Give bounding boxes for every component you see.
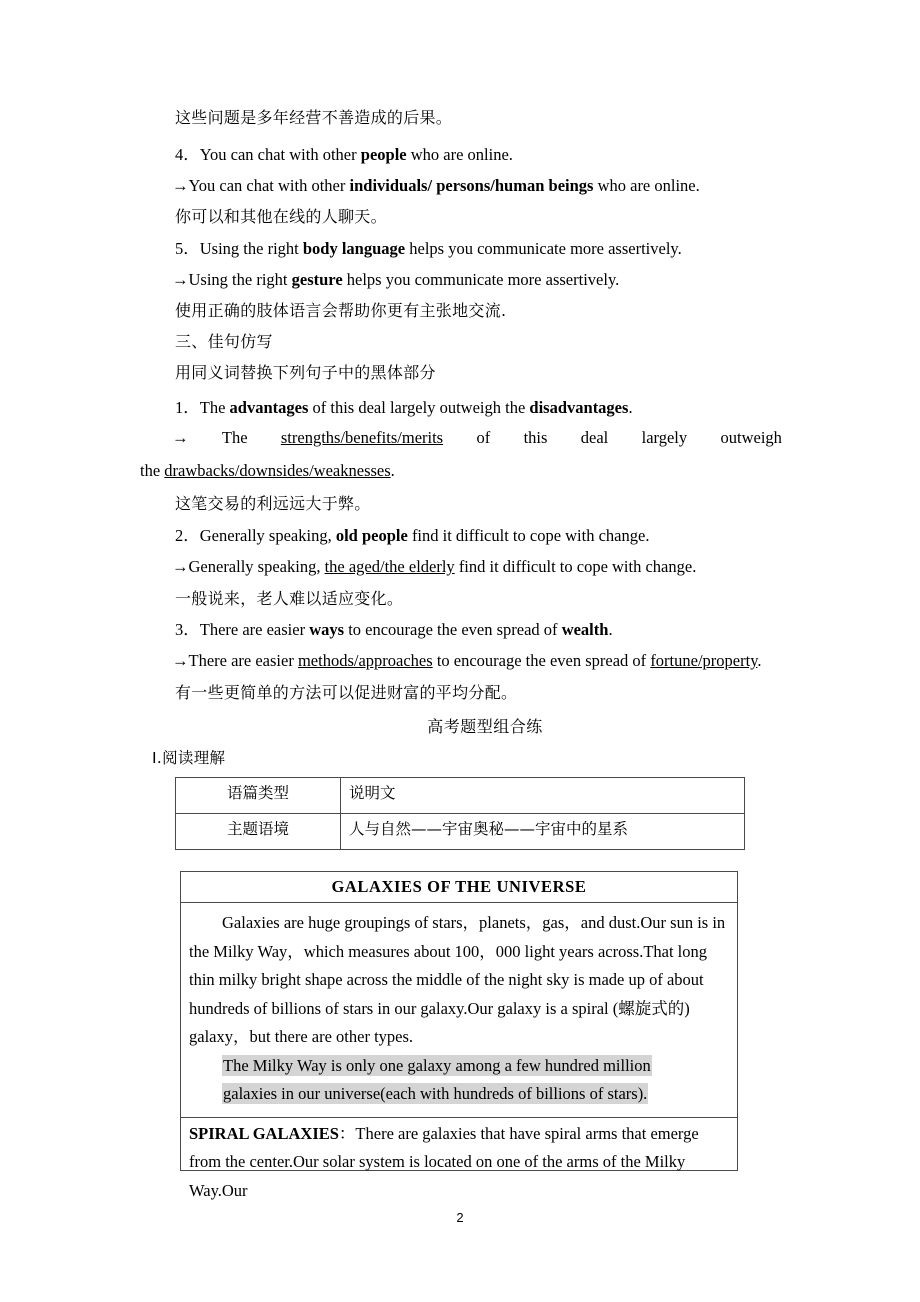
item-keyword-1: advantages: [229, 398, 309, 417]
row-value-text-type: 说明文: [341, 778, 745, 814]
arrow-icon: →: [172, 270, 189, 289]
rewrite-word-deal: deal: [580, 428, 609, 447]
item-text-a: Using the right: [199, 239, 303, 258]
arrow-icon: →: [172, 557, 189, 576]
highlight-line-2: galaxies in our universe(each with hundreds of billions of stars).: [223, 1084, 648, 1103]
section-three-instruction: 用同义词替换下列句子中的黑体部分: [175, 363, 436, 382]
rewrite-period: .: [757, 651, 762, 670]
item-text-mid: of this deal largely outweigh the: [308, 398, 530, 417]
rewrite-text-a: Generally speaking,: [188, 557, 325, 576]
sentence-item-3-rewrite: [172, 651, 762, 671]
arrow-icon: →: [172, 651, 189, 670]
rewrite-text-b: who are online.: [593, 176, 700, 195]
section-three-heading: 三、佳句仿写: [175, 332, 273, 351]
translation-item-2: 一般说来，老人难以适应变化。: [175, 589, 404, 608]
item-keyword-2: wealth: [561, 620, 609, 639]
passage-title: GALAXIES OF THE UNIVERSE: [181, 872, 737, 903]
arrow-icon: →: [172, 176, 189, 195]
sentence-item-3: [175, 620, 613, 640]
passage-body: [181, 903, 737, 1118]
passage-spiral-galaxies-section: [181, 1118, 737, 1212]
rewrite-synonyms-2: drawbacks/downsides/weaknesses: [164, 461, 391, 480]
item-keyword-1: ways: [309, 620, 345, 639]
item-text-end: .: [608, 620, 613, 639]
sentence-item-1-rewrite-line2: [140, 461, 395, 481]
item-number: 3．: [175, 620, 200, 639]
item-text-mid: to encourage the even spread of: [344, 620, 562, 639]
exam-section-title: 高考题型组合练: [427, 717, 543, 736]
translation-item-4: 你可以和其他在线的人聊天。: [175, 207, 387, 226]
sentence-item-4: [175, 145, 513, 165]
passage-paragraph-1: Galaxies are huge groupings of stars，planets，gas，and dust.Our sun is in the Milky Way，which measures about 100，000 light years across.That long thin milky bright shape across the middle of the night sky is made up of about hundreds of billions of stars in our galaxy.Our galaxy is a spiral (螺旋式的) galaxy，but there are other types.: [189, 913, 726, 1046]
highlight-line-1: The Milky Way is only one galaxy among a few hundred million: [223, 1055, 651, 1075]
rewrite-text-a: Using the right: [188, 270, 292, 289]
rewrite-keyword: gesture: [291, 270, 343, 289]
rewrite-text-b: helps you communicate more assertively.: [342, 270, 620, 289]
rewrite-word-of: of: [476, 428, 491, 447]
rewrite-synonyms-1: strengths/benefits/merits: [280, 428, 444, 447]
rewrite-synonyms-1: methods/approaches: [297, 651, 433, 670]
rewrite-period: .: [390, 461, 395, 480]
item-text-b: who are online.: [406, 145, 513, 164]
spiral-galaxies-label: SPIRAL GALAXIES: [189, 1123, 339, 1143]
rewrite-word-this: this: [523, 428, 548, 447]
sentence-item-5: [175, 239, 682, 259]
reading-passage-box: [180, 871, 738, 1200]
passage-info-table: [175, 777, 745, 850]
sentence-item-4-rewrite: [172, 176, 700, 196]
highlighted-passage-block: [189, 1052, 729, 1109]
rewrite-synonyms-2: fortune/property: [650, 651, 758, 670]
item-keyword: people: [360, 145, 407, 164]
rewrite-text-mid: to encourage the even spread of: [432, 651, 651, 670]
item-text-b: helps you communicate more assertively.: [405, 239, 682, 258]
spiral-galaxies-paragraph: [189, 1120, 729, 1206]
rewrite-word-the: The: [221, 428, 248, 447]
item-keyword-1: old people: [335, 526, 408, 545]
translation-item-1: 这笔交易的利远远大于弊。: [175, 494, 371, 513]
item-keyword: body language: [302, 239, 406, 258]
row-label-text-type: 语篇类型: [176, 778, 341, 814]
paragraph-chinese-translation: 这些问题是多年经营不善造成的后果。: [175, 108, 453, 127]
rewrite-text-the: the: [140, 461, 165, 480]
item-number: 5．: [175, 239, 200, 258]
spiral-galaxies-text: There are galaxies that have spiral arms that emerge from the center.Our solar system is located on one of the arms of the Milky Way.Our: [189, 1123, 699, 1200]
item-number: 2．: [175, 526, 200, 545]
spiral-galaxies-colon: ：: [338, 1123, 356, 1143]
rewrite-word-largely: largely: [641, 428, 688, 447]
rewrite-text-a: You can chat with other: [188, 176, 350, 195]
rewrite-text-a: There are easier: [188, 651, 298, 670]
item-text-a: Generally speaking,: [199, 526, 336, 545]
table-row: [176, 778, 745, 814]
translation-item-5: 使用正确的肢体语言会帮助你更有主张地交流.: [175, 301, 507, 320]
row-label-theme-context: 主题语境: [176, 814, 341, 850]
sentence-item-5-rewrite: [172, 270, 619, 290]
rewrite-word-outweigh: outweigh: [720, 428, 782, 447]
table-row: [176, 814, 745, 850]
arrow-icon: →: [172, 428, 189, 447]
item-text-a: There are easier: [199, 620, 310, 639]
rewrite-keyword: individuals/ persons/human beings: [349, 176, 594, 195]
page-number: 2: [456, 1210, 464, 1225]
part-label-reading-comprehension: Ⅰ.阅读理解: [152, 749, 226, 767]
item-keyword-2: disadvantages: [529, 398, 629, 417]
item-text-end: .: [628, 398, 633, 417]
translation-item-3: 有一些更简单的方法可以促进财富的平均分配。: [175, 683, 518, 702]
item-text-a: You can chat with other: [199, 145, 361, 164]
rewrite-synonyms: the aged/the elderly: [324, 557, 455, 576]
item-number: 4．: [175, 145, 200, 164]
item-number: 1．: [175, 398, 200, 417]
sentence-item-1: [175, 398, 633, 418]
item-text-a: The: [199, 398, 230, 417]
sentence-item-2: [175, 526, 649, 546]
item-text-mid: find it difficult to cope with change.: [407, 526, 650, 545]
rewrite-text-b: find it difficult to cope with change.: [454, 557, 697, 576]
sentence-item-2-rewrite: [172, 557, 696, 577]
sentence-item-1-rewrite-line1: [172, 428, 782, 448]
row-value-theme-context: 人与自然——宇宙奥秘——宇宙中的星系: [341, 814, 745, 850]
